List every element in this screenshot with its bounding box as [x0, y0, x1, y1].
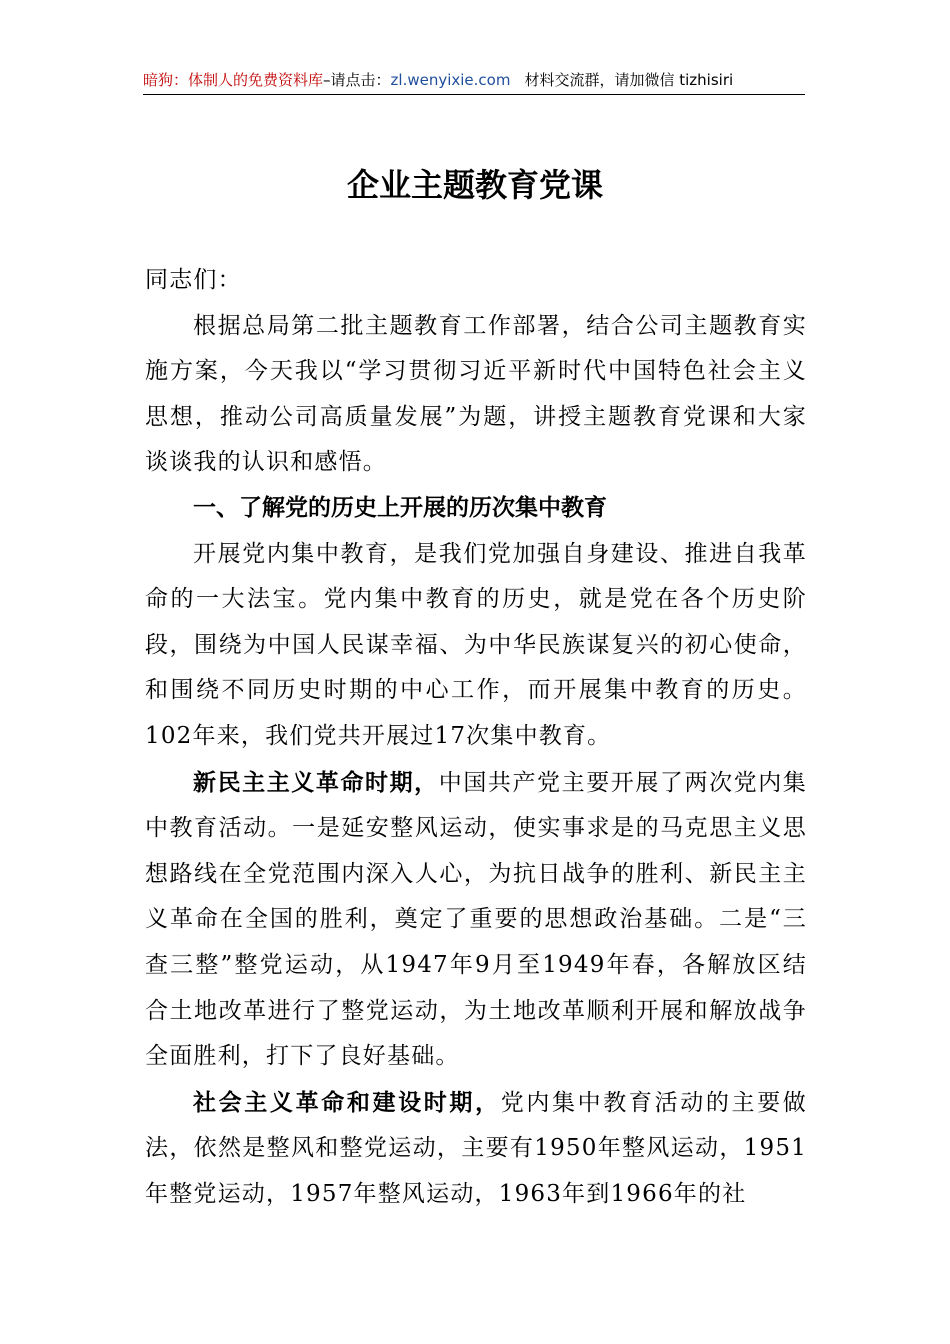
document-body — [145, 258, 807, 1217]
period2-text: 党内集中教育活动的主要做法，依然是整风和整党运动，主要有1950年整风运动，1951年整党运动，1957年整风运动，1963年到1966年的社 — [145, 1089, 807, 1207]
section1-paragraph: 开展党内集中教育，是我们党加强自身建设、推进自我革命的一大法宝。党内集中教育的历史，就是党在各个历史阶段，围绕为中国人民谋幸福、为中华民族谋复兴的初心使命，和围绕不同历史时期的中心工作，而开展集中教育的历史。102年来，我们党共开展过17次集中教育。 — [145, 540, 807, 749]
section-heading: 一、了解党的历史上开展的历次集中教育 — [193, 494, 607, 521]
page-header — [143, 68, 805, 95]
period2-paragraph — [145, 1080, 807, 1218]
header-click-prompt: –请点击： — [323, 71, 391, 89]
document-title: 企业主题教育党课 — [346, 166, 603, 204]
period1-text: 中国共产党主要开展了两次党内集中教育活动。一是延安整风运动，使实事求是的马克思主义思想路线在全党范围内深入人心，为抗日战争的胜利、新民主主义革命在全国的胜利，奠定了重要的思想政治基础。二是“三查三整”整党运动，从1947年9月至1949年春，各解放区结合土地改革进行了整党运动，为土地改革顺利开展和解放战争全面胜利，打下了良好基础。 — [145, 769, 807, 1070]
intro-paragraph: 根据总局第二批主题教育工作部署，结合公司主题教育实施方案，今天我以“学习贯彻习近平新时代中国特色社会主义思想，推动公司高质量发展”为题，讲授主题教育党课和大家谈谈我的认识和感悟。 — [145, 312, 807, 476]
header-group-note: 材料交流群，请加微信 tizhisiri — [524, 71, 734, 89]
period2-label: 社会主义革命和建设时期， — [193, 1088, 501, 1116]
header-url-link[interactable]: zl.wenyixie.com — [390, 71, 511, 89]
salutation: 同志们： — [145, 267, 242, 293]
header-brand: 暗狗：体制人的免费资料库 — [143, 71, 324, 89]
period1-label: 新民主主义革命时期， — [193, 768, 439, 796]
period1-paragraph — [145, 760, 807, 1080]
